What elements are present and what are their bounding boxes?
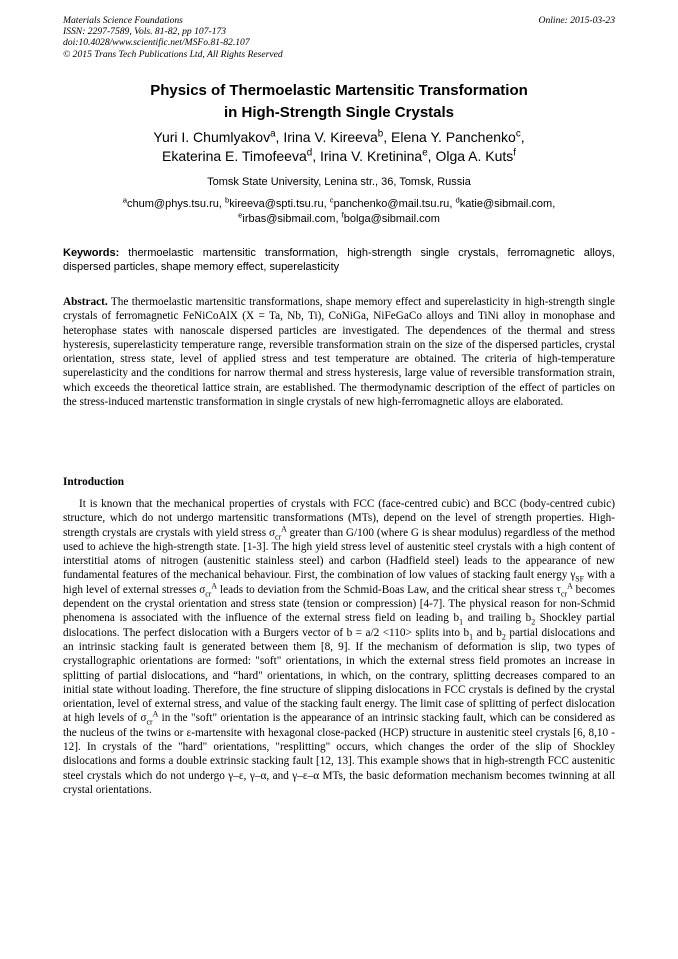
abstract-label: Abstract. bbox=[63, 296, 108, 308]
title-line-2: in High-Strength Single Crystals bbox=[223, 104, 455, 121]
email-link[interactable]: bolga@sibmail.com bbox=[343, 213, 440, 225]
keywords bbox=[63, 246, 615, 274]
symbol-sigma: σ bbox=[199, 583, 206, 596]
intro-text: greater than G/100 (where G is shear modulus) regardless of the method used to achieve the high-strength state. [1-3]. The high yield stress level of austenitic steel crystals with a high content of interstitial atoms of nitrogen (austenitic stainless steel) and carbon (Hadfield steel) leads to the appearance of new fundamental features of the mechanical behaviour. First, the combination of low values of stacking fault energy bbox=[63, 526, 615, 582]
intro-text: with a high level of external stresses bbox=[63, 569, 615, 596]
superscript: A bbox=[567, 581, 573, 591]
email-sep: , bbox=[449, 198, 456, 210]
journal-name: Materials Science Foundations bbox=[63, 15, 183, 26]
affiliation: Tomsk State University, Lenina str., 36, Tomsk, Russia bbox=[207, 176, 471, 188]
intro-text: in the "soft" orientation is the appearance of an intrinsic stacking fault, which can be considered as the nucleus of the twins or ε-martensite with hexagonal close-packed (HCP) structure in austenitic steel crystals [6, 8,10 - 12]. In crystals of the "hard" orientations, "resplitting" occurs, which changes the order of the slip of Shockley dislocations and forms a double extrinsic stacking fault [12, 13]. This example shows that in high-strength FCC austenitic steel crystals which do not undergo γ–ε, γ–α, and γ–ε–α MTs, the basic deformation mechanism becomes twinning at all crystal orientations. bbox=[63, 712, 615, 796]
author-name: Irina V. Kretinina bbox=[319, 147, 423, 164]
author-name: Olga A. Kuts bbox=[435, 147, 514, 164]
email-sep: , bbox=[335, 213, 342, 225]
keywords-text: thermoelastic martensitic transformation, high-strength single crystals, ferromagnetic alloys, dispersed particles, shape memory effect, superelasticity bbox=[63, 247, 615, 274]
subscript: cr bbox=[275, 531, 282, 541]
author-name: Irina V. Kireeva bbox=[283, 129, 378, 145]
section-heading-introduction: Introduction bbox=[63, 476, 125, 488]
email-sep: , bbox=[218, 198, 226, 210]
email-link[interactable]: irbas@sibmail.com bbox=[242, 213, 336, 225]
email-sep: , bbox=[323, 198, 330, 210]
author-sep: , bbox=[312, 147, 320, 164]
keywords-label: Keywords: bbox=[63, 247, 120, 259]
symbol-gamma: γ bbox=[570, 569, 576, 582]
subscript: 2 bbox=[501, 631, 506, 641]
abstract bbox=[63, 295, 615, 409]
subscript: SF bbox=[575, 574, 585, 584]
subscript: 1 bbox=[469, 631, 474, 641]
email-mark: e bbox=[238, 210, 243, 220]
email-mark: f bbox=[341, 210, 344, 220]
author-sep: , bbox=[383, 129, 391, 145]
author-mark: e bbox=[422, 146, 428, 158]
issn-line: ISSN: 2297-7589, Vols. 81-82, pp 107-173 bbox=[63, 26, 227, 38]
author-mark: b bbox=[377, 128, 384, 140]
author-sep: , bbox=[427, 147, 436, 164]
author-mark: c bbox=[515, 128, 521, 140]
email-list bbox=[63, 197, 615, 227]
author-line-2 bbox=[63, 147, 615, 166]
author-mark: a bbox=[270, 128, 276, 140]
author-mark: f bbox=[513, 146, 516, 158]
paper-title bbox=[63, 80, 615, 124]
superscript: A bbox=[281, 523, 287, 533]
subscript: 1 bbox=[459, 617, 464, 627]
intro-text: It is known that the mechanical properties of crystals with FCC (face-centred cubic) and BCC (body-centred cubic) structure, which do not undergo martensitic transformations (MTs), depend on the level of strength properties. High-strength crystals are crystals with yield stress bbox=[63, 498, 615, 539]
email-mark: b bbox=[225, 195, 230, 205]
email-link[interactable]: chum@phys.tsu.ru bbox=[127, 198, 219, 210]
email-link[interactable]: panchenko@mail.tsu.ru bbox=[333, 198, 450, 210]
symbol-sigma: σ bbox=[268, 526, 276, 539]
introduction-paragraph bbox=[63, 497, 615, 797]
email-mark: a bbox=[122, 195, 128, 205]
intro-text: and b bbox=[473, 626, 502, 639]
author-name: Yuri I. Chumlyakov bbox=[153, 129, 271, 145]
online-date: Online: 2015-03-23 bbox=[538, 15, 615, 26]
email-link[interactable]: kireeva@spti.tsu.ru bbox=[229, 198, 324, 210]
subscript: cr bbox=[205, 589, 212, 599]
copyright-line: © 2015 Trans Tech Publications Ltd, All Rights Reserved bbox=[63, 48, 283, 60]
intro-text: Shockley partial dislocations. The perfect dislocation with a Burgers vector of b = a/2 <110> splits into b bbox=[63, 612, 615, 639]
author-name: Ekaterina E. Timofeeva bbox=[162, 147, 307, 164]
email-sep: , bbox=[552, 198, 556, 210]
journal-header bbox=[63, 15, 615, 60]
author-sep: , bbox=[275, 129, 284, 145]
email-line-1 bbox=[63, 197, 615, 212]
subscript: cr bbox=[560, 589, 568, 599]
author-sep: , bbox=[520, 129, 525, 145]
email-mark: d bbox=[455, 195, 460, 205]
email-line-2 bbox=[63, 212, 615, 227]
subscript: 2 bbox=[531, 617, 536, 627]
symbol-sigma: σ bbox=[140, 712, 147, 725]
superscript: A bbox=[152, 709, 159, 719]
symbol-tau: τ bbox=[556, 583, 561, 596]
author-line-1 bbox=[63, 128, 615, 147]
intro-text: partial dislocations and an intrinsic stacking fault is generated between them [8, 9]. If the mechanism of deformation is slip, two types of crystallographic orientations are formed: "soft" orientations, in which the external stress field promotes an increase in splitting of partial dislocations, and “hard" orientations, in which, on the contrary, splitting decreases compared to an initial state without loading. Therefore, the fine structure of slipping dislocations in FCC crystals is defined by the crystal orientation, level of external stress, and value of the stacking fault energy. The limit case of splitting of perfect dislocation at high levels of bbox=[63, 626, 615, 725]
title-line-1: Physics of Thermoelastic Martensitic Transformation bbox=[150, 82, 528, 99]
intro-text: becomes dependent on the crystal orientation and stress state (tension or compression) [4-7]. The physical reason for non-Schmid phenomena is associated with the influence of the external stress field on leading b bbox=[63, 583, 615, 625]
author-mark: d bbox=[306, 146, 313, 158]
doi-line: doi:10.4028/www.scientific.net/MSFo.81-82.107 bbox=[63, 37, 250, 49]
author-list bbox=[63, 128, 615, 165]
intro-text: leads to deviation from the Schmid-Boas Law, and the critical shear stress bbox=[217, 583, 557, 596]
superscript: A bbox=[211, 581, 218, 591]
intro-text: and trailing b bbox=[463, 612, 532, 625]
subscript: cr bbox=[146, 717, 153, 727]
abstract-text: The thermoelastic martensitic transformations, shape memory effect and superelasticity in high-strength single crystals of ferromagnetic FeNiCoAlX (X = Ta, Nb, Ti), CoNiGa, NiFeGaCo alloys and TiNi alloy in monophase and heterophase states with nanoscale dispersed particles are investigated. The dependences of the thermal and stress hysteresis, superelasticity temperature range, reversible transformation strain on the size of the dispersed particles, crystal orientation, stress state, level of applied stress and test temperature are obtained. The criteria of high-temperature superelasticity and the conditions for narrow thermal and stress hysteresis, large value of reversible transformation strain, which exceeds the theoretical lattice strain, are established. The thermodynamic description of the effect of particles on the stress-induced martenstic transformation in single crystals of new high-ferromagnetic alloys are elaborated. bbox=[63, 296, 615, 409]
email-link[interactable]: katie@sibmail.com bbox=[459, 198, 553, 210]
email-mark: c bbox=[329, 195, 334, 205]
author-name: Elena Y. Panchenko bbox=[391, 129, 516, 145]
